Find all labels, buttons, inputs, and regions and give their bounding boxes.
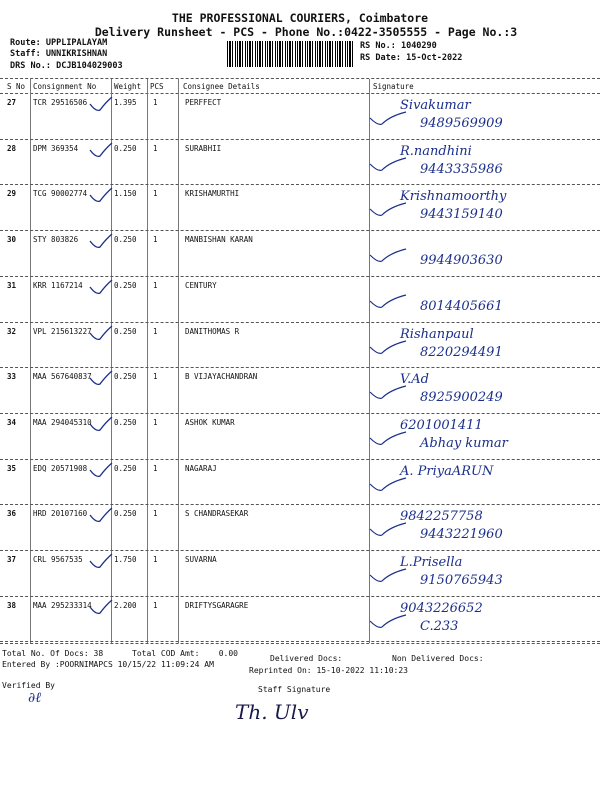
cell-sno: 28: [7, 143, 17, 153]
signature-line-2: C.233: [420, 618, 459, 634]
cell-consignee: SURABHII: [185, 143, 222, 153]
signature-check-icon: [368, 245, 408, 267]
cell-sno: 27: [7, 98, 17, 107]
cell-consignment: EDQ 20571908: [33, 463, 88, 473]
cell-consignment: CRL 9567535: [33, 555, 83, 564]
cell-consignment: STY 803826: [33, 235, 79, 245]
cell-consignee: B VIJAYACHANDRAN: [185, 372, 258, 382]
row-rule: [0, 459, 600, 460]
col-rule: [147, 79, 148, 643]
cell-consignee: SUVARNA: [185, 555, 217, 564]
cell-weight: 0.250: [114, 280, 137, 290]
cell-consignment: MAA 294045310: [33, 417, 92, 427]
total-cod-label: Total COD Amt:: [132, 649, 200, 658]
cell-pcs: 1: [153, 235, 158, 245]
tick-mark-icon: [88, 370, 114, 392]
total-cod-value: 0.00: [218, 649, 238, 658]
cell-consignee: MANBISHAN KARAN: [185, 235, 253, 245]
cell-pcs: 1: [153, 555, 158, 564]
cell-consignee: DANITHOMAS R: [185, 326, 240, 336]
row-rule: [0, 550, 600, 551]
drs-value: DCJB104029003: [56, 61, 123, 71]
company-title: THE PROFESSIONAL COURIERS, Coimbatore: [171, 11, 429, 25]
entered-by-label: Entered By :: [2, 660, 60, 669]
tick-mark-icon: [88, 187, 114, 209]
cell-sno: 36: [7, 509, 17, 519]
cell-weight: 0.250: [114, 372, 137, 382]
col-weight-header: Weight: [114, 82, 142, 91]
signature-line-1: 9043226652: [400, 600, 483, 616]
rs-no-value: 1040290: [400, 41, 437, 51]
row-rule: [0, 139, 600, 140]
cell-consignment: MAA 295233314: [33, 600, 92, 610]
cell-weight: 0.250: [114, 417, 137, 427]
cell-consignment: TCR 29516506: [33, 98, 88, 107]
signature-line-1: R.nandhini: [400, 143, 472, 159]
cell-weight: 0.250: [114, 509, 137, 519]
table-header-rule: [0, 93, 600, 94]
reprinted-label: Reprinted On:: [249, 666, 312, 675]
route-label: Route:: [10, 38, 41, 48]
table-bottom-rule: [0, 643, 600, 644]
staff-signature-label: Staff Signature: [258, 685, 331, 694]
cell-consignment: HRD 20107160: [33, 509, 88, 519]
signature-line-2: 9443159140: [420, 207, 503, 223]
total-docs: [2, 649, 103, 658]
cell-pcs: 1: [153, 280, 158, 290]
col-consignment-header: Consignment No: [33, 82, 97, 91]
reprinted-value: 15-10-2022 11:10:23: [316, 666, 408, 675]
signature-line-1: 6201001411: [400, 417, 483, 433]
verified-by: Verified By: [2, 681, 55, 690]
cell-weight: 0.250: [114, 143, 137, 153]
signature-line-1: 9842257758: [400, 509, 483, 525]
row-rule: [0, 413, 600, 414]
tick-mark-icon: [88, 233, 114, 255]
signature-check-icon: [368, 291, 408, 313]
col-sno-header: S No: [7, 82, 26, 91]
cell-weight: 0.250: [114, 235, 137, 245]
runsheet-subtitle: Delivery Runsheet - PCS - Phone No.:0422-3505555 - Page No.:3: [94, 25, 518, 39]
rs-no-line: [360, 41, 437, 51]
signature-line-2: 8014405661: [420, 298, 503, 314]
tick-mark-icon: [88, 325, 114, 347]
non-delivered-docs: Non Delivered Docs:: [392, 654, 484, 663]
cell-pcs: 1: [153, 372, 158, 382]
signature-line-1: A. PriyaARUN: [400, 463, 494, 479]
cell-pcs: 1: [153, 326, 158, 336]
signature-line-2: Abhay kumar: [420, 435, 508, 451]
cell-pcs: 1: [153, 600, 158, 610]
cell-consignee: DRIFTYSGARAGRE: [185, 600, 249, 610]
staff-line: [10, 49, 107, 59]
cell-consignment: KRR 1167214: [33, 280, 83, 290]
signature-line-2: 9150765943: [420, 573, 503, 588]
cell-consignee: CENTURY: [185, 280, 217, 290]
tick-mark-icon: [88, 462, 114, 484]
tick-mark-icon: [88, 142, 114, 164]
cell-sno: 29: [7, 189, 17, 199]
route-line: [10, 38, 107, 48]
cell-consignment: VPL 215613227: [33, 326, 92, 336]
cell-pcs: 1: [153, 509, 158, 519]
tick-mark-icon: [88, 599, 114, 621]
tick-mark-icon: [88, 416, 114, 438]
cell-consignee: ASHOK KUMAR: [185, 417, 235, 427]
cell-sno: 32: [7, 326, 17, 336]
staff-value: UNNIKRISHNAN: [45, 49, 108, 59]
staff-signature: Th. Ulv: [235, 700, 309, 724]
rs-no-label: RS No.:: [360, 41, 396, 51]
total-docs-label: Total No. Of Docs:: [2, 649, 89, 658]
row-rule: [0, 184, 600, 185]
cell-consignment: MAA 567640837: [33, 372, 92, 382]
row-rule: [0, 230, 600, 231]
cell-sno: 30: [7, 235, 17, 245]
cell-pcs: 1: [153, 143, 158, 153]
cell-consignment: TCG 90002774: [33, 189, 88, 199]
verified-signature: ∂ℓ: [28, 690, 42, 706]
staff-label: Staff:: [10, 49, 41, 59]
tick-mark-icon: [88, 279, 114, 301]
cell-sno: 34: [7, 417, 17, 427]
total-docs-value: 38: [93, 649, 104, 658]
cell-pcs: 1: [153, 98, 158, 107]
tick-mark-icon: [88, 507, 114, 529]
cell-sno: 37: [7, 555, 17, 564]
cell-weight: 0.250: [114, 463, 137, 473]
signature-line-1: L.Prisella: [400, 555, 463, 570]
row-rule: [0, 596, 600, 597]
signature-line-1: Krishnamoorthy: [400, 189, 507, 205]
row-rule: [0, 276, 600, 277]
signature-line-1: Rishanpaul: [400, 326, 474, 342]
rs-date-value: 15-Oct-2022: [406, 53, 463, 63]
entered-by: [2, 660, 214, 669]
col-signature-header: Signature: [373, 82, 414, 91]
cell-pcs: 1: [153, 463, 158, 473]
cell-pcs: 1: [153, 189, 158, 199]
cell-consignee: PERFFECT: [185, 98, 222, 107]
route-value: UPPLIPALAYAM: [45, 38, 108, 48]
signature-line-2: 9489569909: [420, 116, 503, 131]
barcode-image: [227, 41, 353, 67]
rs-date-line: [360, 53, 462, 63]
col-consignee-header: Consignee Details: [183, 82, 260, 91]
signature-line-2: 9944903630: [420, 253, 503, 269]
tick-mark-icon: [88, 553, 114, 575]
row-rule: [0, 504, 600, 505]
cell-consignee: KRISHAMURTHI: [185, 189, 240, 199]
signature-line-2: 9443335986: [420, 161, 503, 177]
cell-consignment: DPM 369354: [33, 143, 79, 153]
cell-weight: 1.150: [114, 189, 137, 199]
cell-sno: 31: [7, 280, 17, 290]
delivered-docs: Delivered Docs:: [270, 654, 343, 663]
entered-by-value: POORNIMAPCS 10/15/22 11:09:24 AM: [59, 660, 214, 669]
signature-line-2: 8925900249: [420, 390, 503, 406]
cell-sno: 38: [7, 600, 17, 610]
drs-label: DRS No.:: [10, 61, 51, 71]
row-rule: [0, 367, 600, 368]
total-cod: [132, 649, 238, 658]
signature-line-1: V.Ad: [400, 372, 429, 388]
drs-line: [10, 61, 123, 71]
reprinted-on: [249, 666, 408, 675]
cell-weight: 1.395: [114, 98, 137, 107]
signature-line-2: 8220294491: [420, 344, 503, 360]
cell-pcs: 1: [153, 417, 158, 427]
signature-line-1: Sivakumar: [400, 98, 471, 113]
cell-weight: 1.750: [114, 555, 137, 564]
col-rule: [30, 79, 31, 643]
table-top-rule: [0, 78, 600, 79]
col-pcs-header: PCS: [150, 82, 164, 91]
cell-weight: 2.200: [114, 600, 137, 610]
rs-date-label: RS Date:: [360, 53, 401, 63]
tick-mark-icon: [88, 96, 114, 118]
row-rule: [0, 322, 600, 323]
cell-consignee: NAGARAJ: [185, 463, 217, 473]
cell-consignee: S CHANDRASEKAR: [185, 509, 249, 519]
cell-weight: 0.250: [114, 326, 137, 336]
cell-sno: 35: [7, 463, 17, 473]
col-rule: [178, 79, 179, 643]
signature-line-2: 9443221960: [420, 527, 503, 543]
cell-sno: 33: [7, 372, 17, 382]
